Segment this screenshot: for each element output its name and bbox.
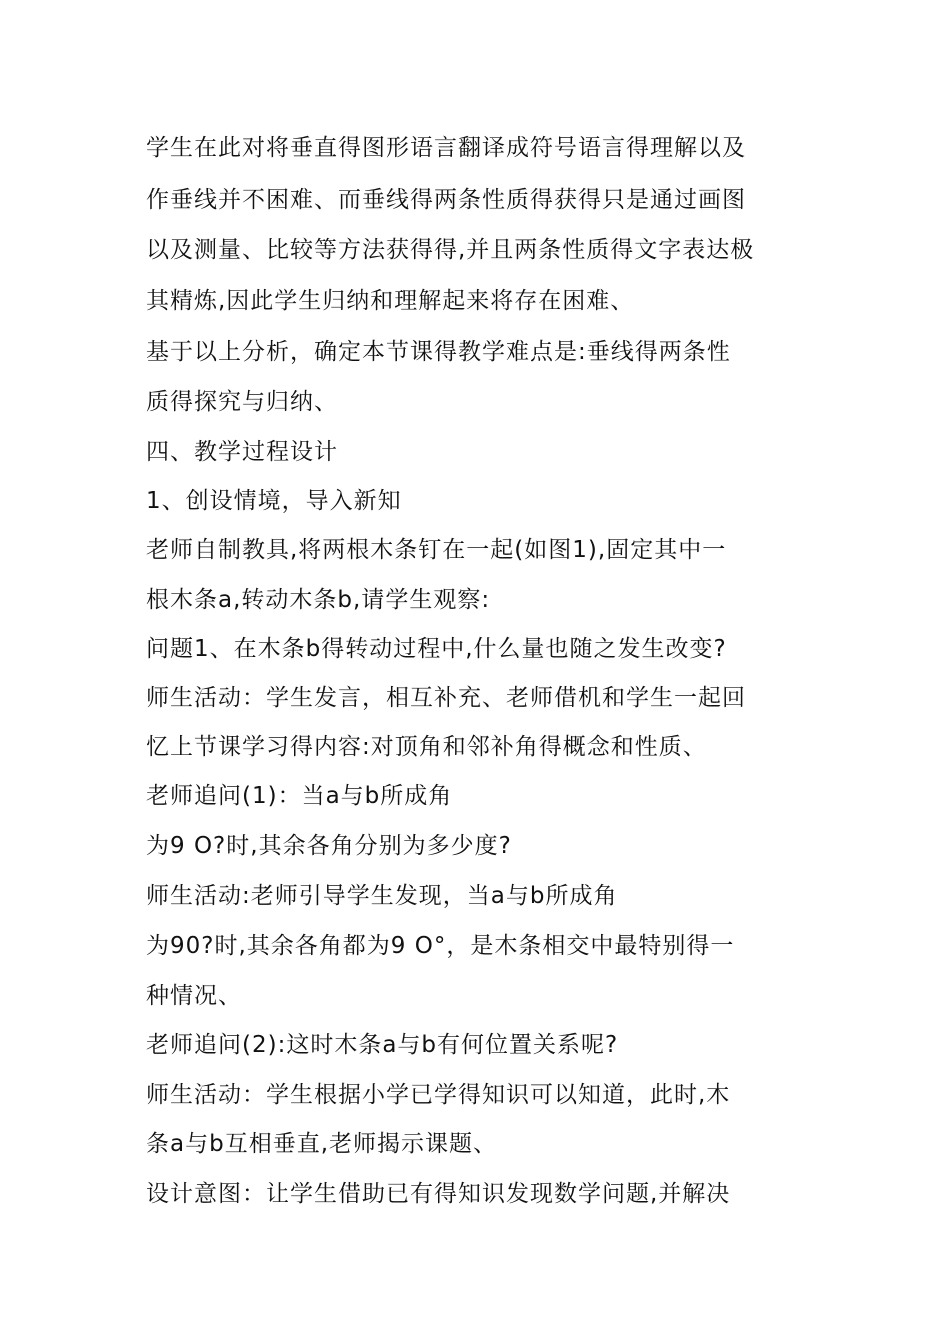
text-line: 师生活动：学生发言，相互补充、老师借机和学生一起回 [146, 685, 746, 711]
subsection-heading: 1、创设情境，导入新知 [146, 488, 402, 514]
text-line: 问题1、在木条b得转动过程中,什么量也随之发生改变? [146, 636, 727, 662]
text-line: 师生活动:老师引导学生发现，当a与b所成角 [146, 883, 618, 909]
text-line: 设计意图：让学生借助已有得知识发现数学问题,并解决 [146, 1181, 731, 1207]
text-line: 为90?时,其余各角都为9 O°，是木条相交中最特别得一 [146, 933, 735, 959]
section-heading: 四、教学过程设计 [146, 439, 338, 465]
text-line: 老师追问(2):这时木条a与b有何位置关系呢? [146, 1032, 619, 1058]
text-line: 师生活动：学生根据小学已学得知识可以知道，此时,木 [146, 1082, 731, 1108]
text-line: 忆上节课学习得内容:对顶角和邻补角得概念和性质、 [146, 734, 707, 760]
text-line: 其精炼,因此学生归纳和理解起来将存在困难、 [146, 288, 635, 314]
text-line: 根木条a,转动木条b,请学生观察: [146, 587, 491, 613]
text-line: 种情况、 [146, 983, 242, 1009]
text-line: 作垂线并不困难、而垂线得两条性质得获得只是通过画图 [146, 187, 746, 213]
text-line: 老师自制教具,将两根木条钉在一起(如图1),固定其中一 [146, 537, 727, 563]
text-line: 以及测量、比较等方法获得得,并且两条性质得文字表达极 [146, 237, 755, 263]
text-line: 基于以上分析，确定本节课得教学难点是:垂线得两条性 [146, 339, 731, 365]
text-line: 老师追问(1)：当a与b所成角 [146, 783, 453, 809]
text-line: 条a与b互相垂直,老师揭示课题、 [146, 1131, 498, 1157]
text-line: 学生在此对将垂直得图形语言翻译成符号语言得理解以及 [146, 135, 746, 161]
text-line: 质得探究与归纳、 [146, 389, 338, 415]
text-line: 为9 O?时,其余各角分别为多少度? [146, 833, 512, 859]
